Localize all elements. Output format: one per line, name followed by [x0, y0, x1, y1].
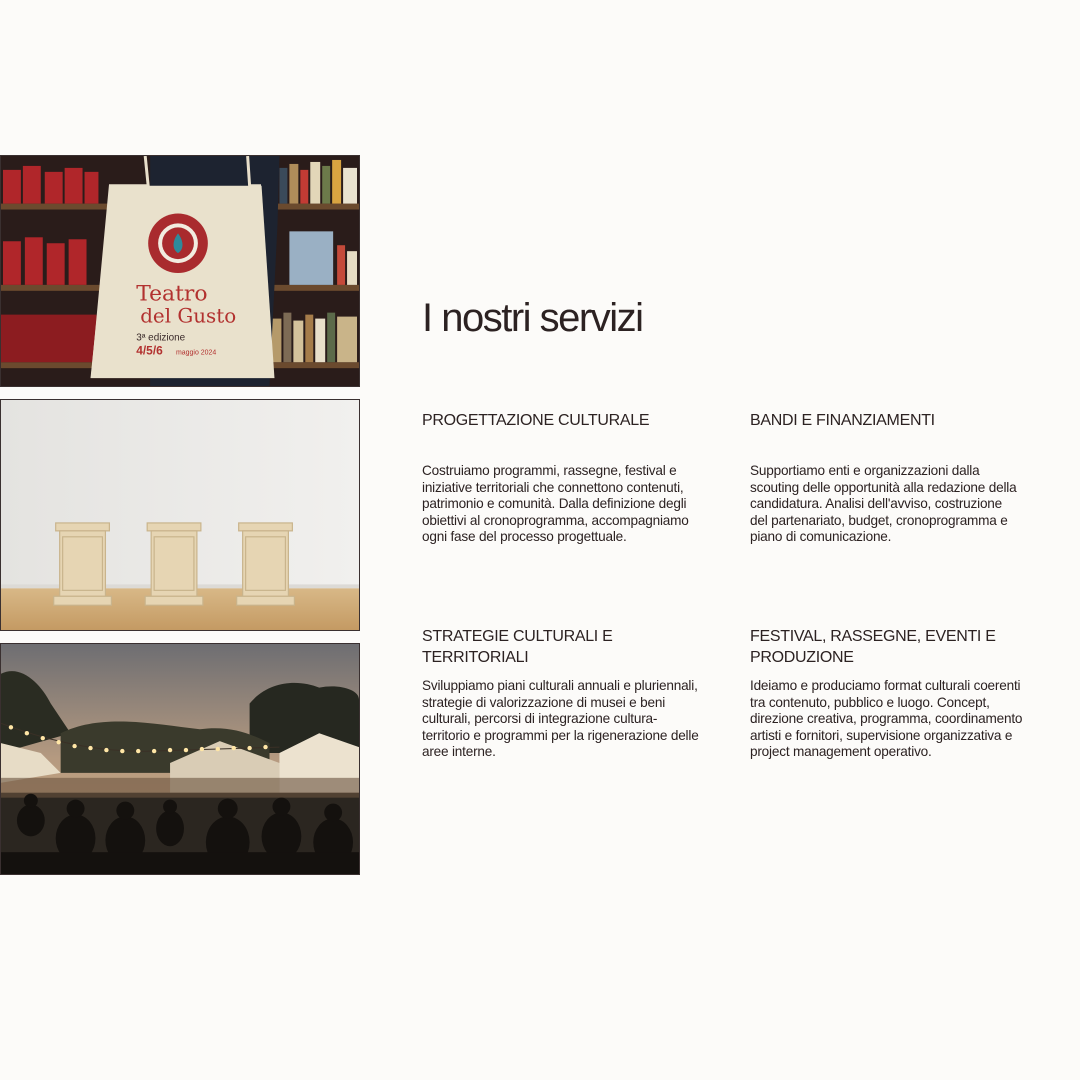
service-heading: PROGETTAZIONE CULTURALE — [422, 412, 650, 429]
service-bandi-finanziamenti — [750, 410, 1020, 546]
service-description: Ideiamo e produciamo format culturali coerenti tra contenuto, pubblico e luogo. Concept, direzione creativa, programma, coordinamento artisti e fornitori, supervisione organizzativa e project management operativo. — [750, 678, 1023, 759]
svg-text:4/5/6: 4/5/6 — [136, 343, 163, 358]
service-description: Supportiamo enti e organizzazioni dalla scouting delle opportunità alla redazione della candidatura. Analisi dell'avviso, costruzione del partenariato, budget, cronoprogramma e piano di comunicazione. — [750, 463, 1017, 544]
bag-title-text: Teatro — [136, 281, 208, 307]
service-progettazione-culturale — [422, 410, 702, 546]
service-heading: STRATEGIE CULTURALI E TERRITORIALI — [422, 628, 613, 666]
svg-text:3ª edizione: 3ª edizione — [136, 332, 186, 344]
service-heading: BANDI E FINANZIAMENTI — [750, 412, 935, 429]
service-strategie-culturali — [422, 626, 702, 761]
service-description: Costruiamo programmi, rassegne, festival e iniziative territoriali che connettono contenuti, patrimonio e comunità. Dalla definizione degli obiettivi al cronoprogramma, accompagniamo ogni fase del processo progettuale. — [422, 463, 689, 544]
pedestals-photo — [0, 399, 360, 631]
tote-bag-photo — [0, 155, 360, 387]
outdoor-event-photo — [0, 643, 360, 875]
service-description: Sviluppiamo piani culturali annuali e pluriennali, strategie di valorizzazione di musei e beni culturali, percorsi di integrazione cultura-territorio e programmi per la rigenerazione delle aree interne. — [422, 678, 699, 759]
service-heading: FESTIVAL, RASSEGNE, EVENTI E PRODUZIONE — [750, 628, 996, 666]
svg-text:maggio 2024: maggio 2024 — [176, 349, 217, 357]
service-festival-eventi — [750, 626, 1025, 761]
page-title: I nostri servizi — [422, 296, 643, 340]
svg-text:del Gusto: del Gusto — [140, 304, 237, 328]
